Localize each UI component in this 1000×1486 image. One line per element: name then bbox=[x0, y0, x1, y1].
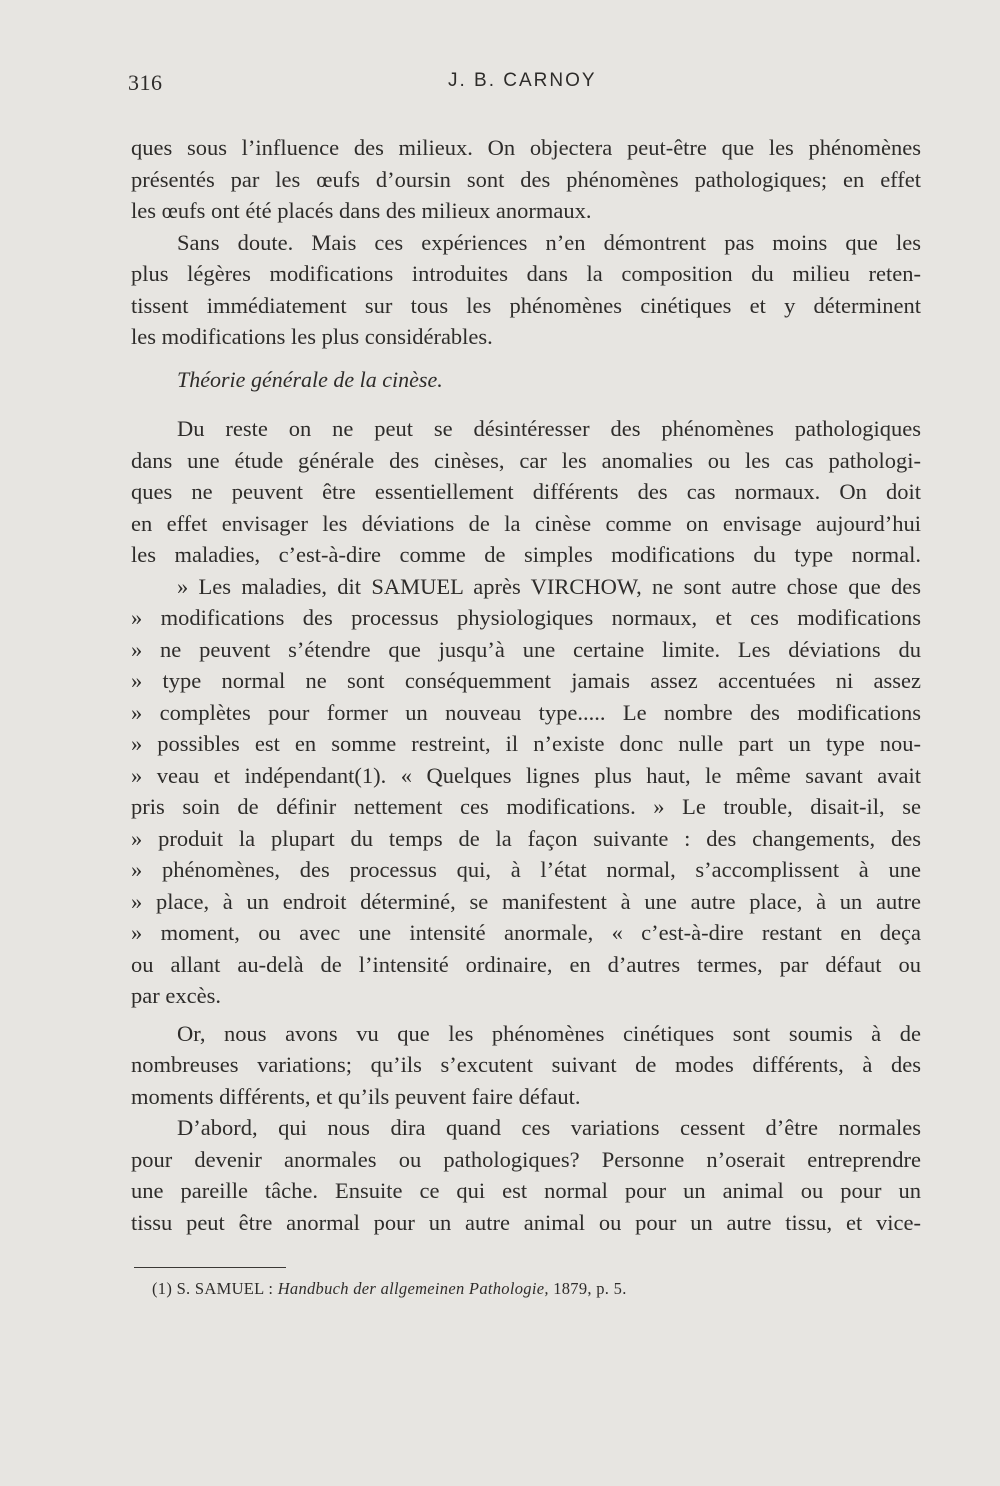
text-line: » produit la plupart du temps de la façon suivante : des changements, des bbox=[131, 825, 921, 851]
text-line: pris soin de définir nettement ces modifications. » Le trouble, disait-il, se bbox=[131, 794, 921, 819]
text-line: Sans doute. Mais ces expériences n’en démontrent pas moins que les bbox=[177, 229, 921, 255]
text-line: » modifications des processus physiologiques normaux, et ces modifications bbox=[131, 605, 921, 630]
page-number: 316 bbox=[128, 70, 163, 95]
text-line: ou allant au-delà de l’intensité ordinaire, en d’autres termes, par défaut ou bbox=[131, 951, 921, 977]
footnote-title: Handbuch der allgemeinen Pathologie, bbox=[277, 1279, 549, 1298]
footnote-author: S. SAMUEL : bbox=[176, 1279, 274, 1298]
section-title: Théorie générale de la cinèse. bbox=[177, 366, 443, 392]
text-line: Du reste on ne peut se désintéresser des phénomènes pathologiques bbox=[177, 416, 921, 441]
footnote-marker: (1) bbox=[152, 1279, 173, 1298]
text-line: » possibles est en somme restreint, il n’existe donc nulle part un type nou- bbox=[131, 731, 921, 756]
text-line: » moment, ou avec une intensité anormale, « c’est-à-dire restant en deça bbox=[131, 920, 921, 945]
running-head bbox=[128, 70, 918, 110]
body-text bbox=[131, 132, 921, 1238]
text-line: par excès. bbox=[131, 983, 221, 1008]
text-line: » phénomènes, des processus qui, à l’état normal, s’accomplissent à une bbox=[131, 857, 921, 882]
text-line: ques sous l’influence des milieux. On objectera peut-être que les phénomènes bbox=[131, 135, 921, 160]
text-line: en effet envisager les déviations de la cinèse comme on envisage aujourd’hui bbox=[131, 510, 921, 536]
text-line: » complètes pour former un nouveau type..... Le nombre des modifications bbox=[131, 699, 921, 725]
footnote bbox=[152, 1279, 627, 1299]
text-line: » Les maladies, dit SAMUEL après VIRCHOW, ne sont autre chose que des bbox=[177, 573, 921, 599]
text-line: moments différents, et qu’ils peuvent faire défaut. bbox=[131, 1083, 581, 1109]
text-line: dans une étude générale des cinèses, car les anomalies ou les cas pathologi- bbox=[131, 447, 921, 473]
text-line: tissent immédiatement sur tous les phénomènes cinétiques et y déterminent bbox=[131, 292, 921, 318]
text-line: nombreuses variations; qu’ils s’excutent suivant de modes différents, à des bbox=[131, 1052, 921, 1077]
text-line: Or, nous avons vu que les phénomènes cinétiques sont soumis à de bbox=[177, 1020, 921, 1046]
text-line: les modifications les plus considérables. bbox=[131, 324, 493, 349]
text-line: ques ne peuvent être essentiellement différents des cas normaux. On doit bbox=[131, 479, 921, 504]
text-line: » ne peuvent s’étendre que jusqu’à une certaine limite. Les déviations du bbox=[131, 636, 921, 662]
text-line: » place, à un endroit déterminé, se manifestent à une autre place, à un autre bbox=[131, 888, 921, 914]
text-line: présentés par les œufs d’oursin sont des phénomènes pathologiques; en effet bbox=[131, 166, 921, 192]
text-line: » type normal ne sont conséquemment jamais assez accentuées ni assez bbox=[131, 668, 921, 693]
text-line: » veau et indépendant(1). « Quelques lignes plus haut, le même savant avait bbox=[131, 762, 921, 788]
footnote-citation: 1879, p. 5. bbox=[553, 1279, 627, 1298]
text-line: une pareille tâche. Ensuite ce qui est normal pour un animal ou pour un bbox=[131, 1178, 921, 1203]
text-line: les œufs ont été placés dans des milieux anormaux. bbox=[131, 198, 592, 223]
text-line: D’abord, qui nous dira quand ces variations cessent d’être normales bbox=[177, 1115, 921, 1140]
text-line: pour devenir anormales ou pathologiques? Personne n’oserait entreprendre bbox=[131, 1146, 921, 1172]
text-line: les maladies, c’est-à-dire comme de simples modifications du type normal. bbox=[131, 542, 921, 567]
footnote-divider bbox=[134, 1267, 286, 1268]
running-head-author: J. B. CARNOY bbox=[448, 70, 597, 91]
text-line: tissu peut être anormal pour un autre animal ou pour un autre tissu, et vice- bbox=[131, 1209, 921, 1235]
text-line: plus légères modifications introduites dans la composition du milieu reten- bbox=[131, 261, 921, 286]
